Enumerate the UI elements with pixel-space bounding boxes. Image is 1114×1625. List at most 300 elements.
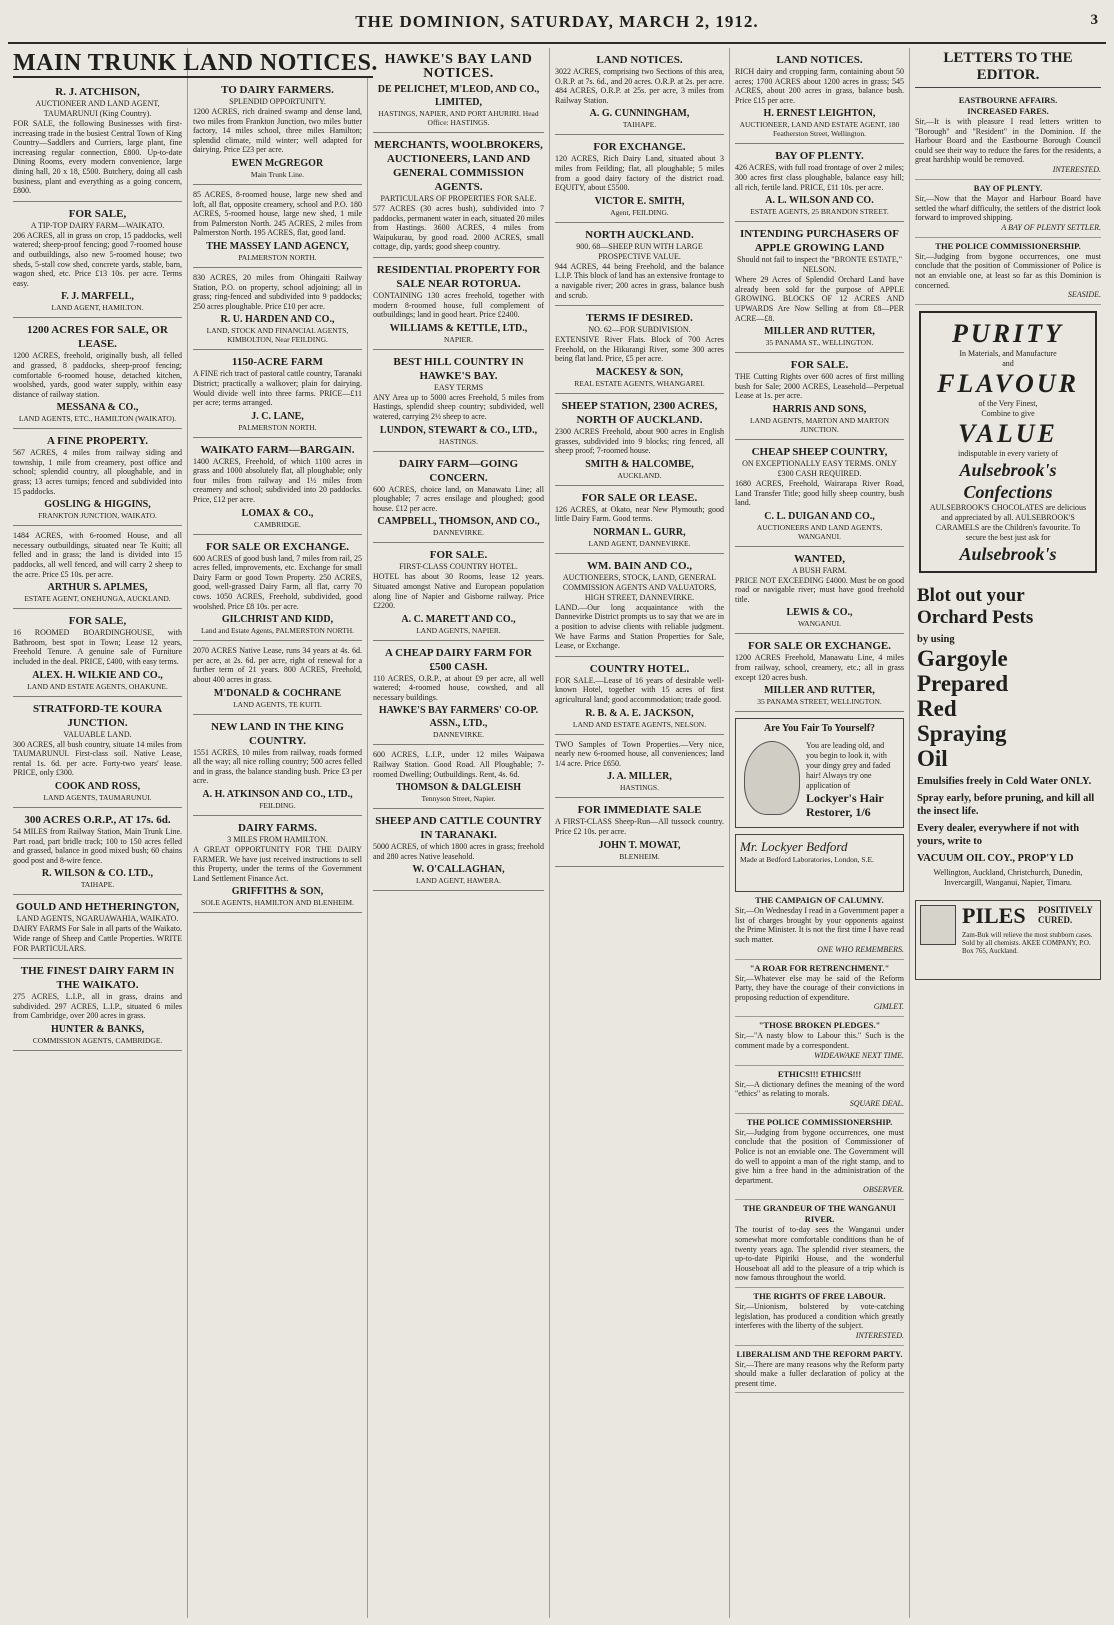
ad-agent: SMITH & HALCOMBE, (585, 458, 694, 470)
ad-body: 1200 ACRES, rich drained swamp and dense land, two miles from Frankton Junction, two miles butter factory, 14 miles school, three miles Hamilton; splendid climate, mild winter; well adapted for dairying. Price £23 per acre. (193, 107, 362, 155)
letter-body: Sir,—On Wednesday I read in a Government paper a list of charges brought by your opponents against the Prime Minister. It is not the first time I have read such matter. (735, 906, 904, 945)
ad-agent: LEWIS & CO., (786, 607, 853, 619)
ad-addr: 35 PANAMA STREET, WELLINGTON. (757, 697, 882, 707)
ad-for-sale-or-exchange (193, 537, 362, 642)
letter-body: Sir,—"A nasty blow to Labour this." Such is the comment made by a correspondent. (735, 1031, 904, 1050)
ad-heading: MERCHANTS, WOOLBROKERS, AUCTIONEERS, LAND AND GENERAL COMMISSION AGENTS. (374, 139, 543, 193)
ad-addr: Land and Estate Agents, PALMERSTON NORTH. (200, 626, 355, 636)
spray-l1: Blot out your (917, 585, 1025, 607)
ad-sheep-station-2300-acres-north-of-auckla (555, 396, 724, 486)
ad-addr: LAND, STOCK AND FINANCIAL AGENTS, KIMBOLTON, Near FEILDING. (206, 326, 349, 345)
letter-body: Sir,—Unionism, bolstered by vote-catching legislation, has produced a condition which greatly interferes with the liberty of the subject. (735, 1301, 904, 1331)
ad-heading: INTENDING PURCHASERS OF APPLE GROWING LAND (740, 228, 899, 255)
ad-body: A FINE rich tract of pastoral cattle country, Taranaki District; practically a walkover; plain for dairying. Would divide well into three farms. PRICE—£11 per acre; terms arranged. (193, 369, 362, 408)
letter-title: THE POLICE COMMISSIONERSHIP. (935, 240, 1081, 251)
ad-body: TWO Samples of Town Properties.—Very nice, nearly new 6-roomed house, all conveniences; land 1/4 acre. Price £650. (555, 739, 724, 768)
ad-agent: VICTOR E. SMITH, (594, 195, 685, 207)
letter-title: EASTBOURNE AFFAIRS. (958, 95, 1058, 105)
ad-sub: FIRST-CLASS COUNTRY HOTEL. (399, 562, 518, 572)
ad-best-hill-country-in-hawke-s-bay (373, 352, 544, 452)
ad-sub: SPLENDID OPPORTUNITY. (229, 97, 326, 106)
ad-agent: J. C. LANE, (251, 410, 304, 422)
ad-body: 577 ACRES (30 acres bush), subdivided into 7 paddocks, permanent water in each, situated 20 miles from Hastings. 3600 ACRES, 4 miles from Waipukurau, by good road. 2000 ACRES, small cottage, dip, yards; good sheep country. (373, 204, 544, 252)
ad-agent: NORMAN L. GURR, (593, 526, 686, 538)
ad-sub: EASY TERMS (433, 382, 484, 392)
ad-the-massey-land-agency (193, 187, 362, 268)
ad-sub: Should not fail to inspect the "BRONTE ESTATE," NELSON. (737, 255, 902, 275)
ad-terms-if-desired (555, 308, 724, 394)
ad-dairy-farms (193, 818, 362, 913)
letters-column (910, 48, 1106, 1618)
purity-line8: indisputable in every variety of (958, 449, 1058, 459)
ad-sub: A TIP-TOP DAIRY FARM—WAIKATO. (30, 220, 165, 230)
ad-addr: LAND AGENT, HAWERA. (415, 876, 502, 886)
ad-heading: WAIKATO FARM—BARGAIN. (200, 443, 355, 456)
ad-for-immediate-sale (555, 800, 724, 866)
ad-agent: MILLER AND RUTTER, (764, 326, 875, 338)
ad-wanted (735, 549, 904, 635)
letter-bay-of-plenty (915, 180, 1101, 238)
spray-l12: VACUUM OIL COY., PROP'Y LD (917, 853, 1074, 865)
ad-agent: GRIFFITHS & SON, (231, 886, 324, 898)
masthead-title: THE DOMINION, SATURDAY, MARCH 2, 1912. (355, 12, 759, 31)
ad-north-auckland (555, 225, 724, 306)
piles-ad (915, 900, 1101, 980)
ad-agent: HUNTER & BANKS, (50, 1023, 145, 1035)
ad-addr: LAND AGENTS, TAUMARUNUI. (43, 792, 152, 802)
ad-addr: ESTATE AGENTS, 25 BRANDON STREET. (750, 207, 889, 217)
letter-body: Sir,—There are many reasons why the Reform party should make a fuller declaration of policy at the present time. (735, 1359, 904, 1388)
signature-ad-body: Made at Bedford Laboratories, London, S.E. (740, 855, 874, 865)
column-4 (550, 48, 730, 1618)
ad-j-a-miller (555, 737, 724, 799)
ad-agent: EWEN McGREGOR (231, 157, 324, 169)
ad-agent: A. G. CUNNINGHAM, (589, 108, 690, 120)
spray-l8: Oil (917, 746, 948, 772)
ad-waikato-farm-bargain (193, 440, 362, 535)
ad-for-sale (373, 545, 544, 640)
letter-body: Sir,—A dictionary defines the meaning of the word "ethics" as relating to morals. (735, 1079, 904, 1099)
ad-body: 944 ACRES, 44 being Freehold, and the balance L.I.P. This block of land has an extensive frontage to a navigable river; 200 acres in grass, balance bush and scrub. (555, 261, 724, 300)
ad-stratford-te-koura-junction (13, 699, 182, 808)
ad-agent: A. H. ATKINSON AND CO., LTD., (202, 788, 353, 800)
ad-heading: A FINE PROPERTY. (47, 435, 148, 448)
ad-arthur-s-aplmes (13, 528, 182, 609)
ad-heading: TO DAIRY FARMERS. (221, 84, 334, 96)
ad-agent: MESSANA & CO., (56, 402, 139, 414)
ad-sub: VALUABLE LAND. (63, 729, 132, 739)
ad-hawke-s-bay-land-notices (373, 50, 544, 133)
ad-body: 830 ACRES, 20 miles from Ohingaiti Railway Station, P.O. on property, school adjoining; all in grass; ring-fenced and subdivided into 9 paddocks; 250 acres ploughable. Price £10 per acre. (193, 272, 362, 311)
ad-1150-acre-farm (193, 352, 362, 437)
letter-sign: INTERESTED. (855, 1330, 904, 1340)
ad-agent: R. U. HARDEN AND CO., (220, 314, 335, 326)
ad-agent: C. L. DUIGAN AND CO., (764, 510, 875, 522)
piles-word: PILES (962, 903, 1026, 929)
ad-land-notices (555, 50, 724, 135)
letter-sign: SEASIDE. (1067, 290, 1101, 300)
spray-l6: Red (917, 696, 957, 722)
ad-1200-acres-for-sale-or-lease (13, 320, 182, 429)
ad-body: FOR SALE.—Lease of 16 years of desirable well-known Hotel, together with 15 acres of first agricultural land; good accommodation; trade good. (555, 675, 724, 705)
ad-body: 206 ACRES, all in grass on crop, 15 paddocks, well watered; sheep-proof fencing; good 7-roomed house and outbuildings, also new 5-roomed house; two sheds, 5-stall cow shed, concrete yards, stable, barn, wagon shed, etc. Price £13 10s. per acre. Terms easy. (13, 230, 182, 288)
piles-illustration (920, 905, 956, 945)
ad-body: 600 ACRES, choice land, on Manawatu Line; all ploughable; 7 acres ensilage and ploughed; good house. £12 per acre. (373, 484, 544, 513)
ad-addr: TAIHAPE. (622, 120, 657, 130)
ad-residential-property-for-sale-near-rotor (373, 260, 544, 350)
ad-addr: LAND AGENTS, NAPIER. (416, 625, 501, 635)
ad-addr: LAND AND ESTATE AGENTS, NELSON. (572, 719, 707, 729)
ad-agent: A. L. WILSON AND CO. (765, 195, 874, 207)
piles-text: Zam-Buk will relieve the most stubborn cases. Sold by all chemists. AKEE COMPANY, P.O. Box 765, Auckland. (962, 931, 1093, 956)
ad-body: Where 29 Acres of Splendid Orchard Land have already been sold for the purpose of APPLE GROWING. BLOCKS OF 12 ACRES AND UPWARDS Are Now Selling at from £8—PER ACRE—£8. (735, 275, 904, 323)
ad-heading: CHEAP SHEEP COUNTRY, (751, 445, 888, 458)
signature-text: Mr. Lockyer Bedford (740, 839, 848, 855)
ad-agent: J. A. MILLER, (607, 771, 672, 783)
ad-body: 5000 ACRES, of which 1800 acres in grass; freehold and 280 acres Native leasehold. (373, 842, 544, 861)
ad-heading: THE FINEST DAIRY FARM IN THE WAIKATO. (20, 965, 175, 992)
letter-title: LIBERALISM AND THE REFORM PARTY. (736, 1348, 903, 1359)
ad-heading: SHEEP STATION, 2300 ACRES, NORTH OF AUCKLAND. (561, 399, 718, 426)
column-3 (368, 48, 550, 1618)
ad-body: 120 ACRES, Rich Dairy Land, situated about 3 miles from Feilding; flat, all ploughable; 5 miles from a good dairy factory of the district road. EQUITY, about £5500. (555, 154, 724, 193)
ad-agent: DE PELICHET, M'LEOD, AND CO., LIMITED, (377, 84, 540, 108)
ad-dairy-farm-going-concern (373, 454, 544, 544)
ad-heading: HAWKE'S BAY LAND NOTICES. (384, 52, 533, 81)
ad-sub: 3 MILES FROM HAMILTON. (227, 834, 328, 844)
ad-body: ANY Area up to 5000 acres Freehold, 5 miles from Hastings, splendid sheep country; subdivided, well watered, carrying 2½ sheep to acre. (373, 392, 544, 421)
ad-body: 110 ACRES, O.R.P., at about £9 per acre, all well watered; 4-roomed house, cowshed, and all necessary buildings. (373, 673, 544, 702)
letter2-the-grandeur-of-the-wanganui-river (735, 1200, 904, 1288)
ad-heading: FOR EXCHANGE. (593, 141, 686, 154)
ad-sub: 900. 68—SHEEP RUN WITH LARGE PROSPECTIVE VALUE. (576, 241, 703, 261)
ad-for-sale-or-exchange (735, 636, 904, 712)
letter2-liberalism-and-the-reform-party (735, 1346, 904, 1394)
hair-ad-body: You are leading old, and you begin to look it, with your dingy grey and faded hair! Always try one application of (806, 741, 891, 791)
ad-agent: W. O'CALLAGHAN, (412, 864, 505, 876)
letter-a-roar-for-retrenchment (735, 960, 904, 1018)
ad-heading: BAY OF PLENTY. (775, 150, 864, 163)
ad-addr: FRANKTON JUNCTION, WAIKATO. (38, 511, 157, 521)
ad-a-fine-property (13, 431, 182, 526)
ad-agent: H. ERNEST LEIGHTON, (763, 108, 876, 120)
ad-addr: ESTATE AGENT, ONEHUNGA, AUCKLAND. (24, 594, 171, 604)
ad-body: 600 ACRES of good bush land, 7 miles from rail, 25 acres felled, improvements, etc. Exchange for small Dairy Farm or good Town Property. 250 ACRES, good, well-grassed Dairy Farm, all flat, carry 70 cows. 1050 ACRES, Freehold, subdivided, good woolshed. Price £8 10s. per acre. (193, 553, 362, 611)
letter-title: THE RIGHTS OF FREE LABOUR. (753, 1290, 886, 1301)
ad-agent: WILLIAMS & KETTLE, LTD., (389, 322, 528, 334)
ad-heading: FOR SALE OR LEASE. (581, 491, 698, 504)
ad-body: 1680 ACRES, Freehold, Wairarapa River Road, Land Transfer Title; good hilly sheep country, bush land. (735, 478, 904, 508)
ad-r-u-harden-and-co (193, 270, 362, 350)
ad-body: 300 ACRES, all bush country, situate 14 miles from TAUMARUNUI. First-class soil. Native Lease, rental 1s. 6d. per acre. Forty-two years' lease. PRICE, only £300. (13, 739, 182, 778)
ad-agent: LUNDON, STEWART & CO., LTD., (379, 424, 538, 436)
spray-l11: Every dealer, everywhere if not with yours, write to (917, 823, 1080, 848)
ad-sub: ON EXCEPTIONALLY EASY TERMS. ONLY £300 CASH REQUIRED. (742, 458, 897, 478)
ad-body: 54 MILES from Railway Station, Main Trunk Line. Part road, part bridle track; 100 to 150 acres felled and grassed, balance in good mixed bush; 60 chains good post and 8-wire fence. (13, 826, 182, 865)
ad-body: FOR SALE, the following Businesses with first-increasing trade in the busiest Central Town of King Country—Saddlers and Curriers, large plant, fine increasing regular connection, £800. Up-to-date Dining Rooms, every modern convenience, large dining hall, 20 x 18, £500. Butchery, doing all cash business, plant and everything as a going concern, £800. (13, 119, 182, 196)
ad-addr: LAND AGENTS, TE KUITI. (233, 699, 322, 709)
ad-heading: 1150-ACRE FARM (231, 356, 324, 369)
ad-sub: PARTICULARS OF PROPERTIES FOR SALE. (380, 194, 537, 203)
ad-heading: 300 ACRES O.R.P., AT 17s. 6d. (24, 813, 171, 826)
ad-heading: SHEEP AND CATTLE COUNTRY IN TARANAKI. (375, 815, 542, 842)
ad-body: 1484 ACRES, with 6-roomed House, and all necessary outbuildings, situated near Te Kuiti; all felled and in grass; the land is divided into 15 paddocks, all well fenced, and will carry 2 sheep to the acre. Price £5 10s. per acre. (13, 531, 182, 579)
ad-heading: DAIRY FARM—GOING CONCERN. (398, 457, 519, 484)
ad-sub: AUCTIONEER AND LAND AGENT, TAUMARUNUI (King Country). (35, 99, 160, 118)
ad-cheap-sheep-country (735, 442, 904, 547)
letter-title: THE POLICE COMMISSIONERSHIP. (746, 1116, 893, 1127)
ad-agent: LOMAX & CO., (241, 507, 314, 519)
ad-addr: SOLE AGENTS, HAMILTON AND BLENHEIM. (201, 898, 354, 908)
ad-addr: LAND AGENTS, ETC., HAMILTON (WAIKATO). (18, 414, 177, 424)
ad-agent: R. WILSON & CO. LTD., (41, 868, 154, 880)
letter-title: BAY OF PLENTY. (973, 182, 1043, 193)
ad-heading: LAND NOTICES. (596, 54, 683, 66)
ad-intending-purchasers-of-apple-growing-la (735, 224, 904, 353)
ad-body: DAIRY FARMS For Sale in all parts of the Waikato. Wide range of Sheep and Cattle Properties. WRITE FOR PARTICULARS. (13, 924, 182, 953)
ad-sub: AUCTIONEERS, STOCK, LAND, GENERAL COMMISSION AGENTS AND VALUATORS, HIGH STREET, DANNEVIRKE. (562, 572, 717, 602)
ad-body: 1551 ACRES, 10 miles from railway, roads formed all the way; all nice rolling country; 500 acres felled and in grass, the balance standing bush. Price £3 per acre. (193, 747, 362, 786)
ad-heading: FOR SALE OR EXCHANGE. (205, 540, 350, 553)
ad-addr: Tennyson Street, Napier. (421, 794, 496, 804)
ad-heading: NEW LAND IN THE KING COUNTRY. (211, 720, 344, 747)
ad-heading: NORTH AUCKLAND. (585, 228, 694, 241)
letter-title: "A ROAR FOR RETRENCHMENT." (749, 962, 890, 973)
ad-addr: LAND AGENTS, MARTON AND MARTON JUNCTION. (749, 415, 890, 434)
purity-line3: and (1002, 359, 1014, 369)
ad-new-land-in-the-king-country (193, 717, 362, 816)
ad-agent: MILLER AND RUTTER, (764, 685, 875, 697)
ad-agent: COOK AND ROSS, (54, 780, 141, 792)
ad-addr: HASTINGS, NAPIER, AND PORT AHURIRI. Head Office: HASTINGS. (378, 109, 539, 127)
ad-agent: HAWKE'S BAY FARMERS' CO-OP. ASSN., LTD., (378, 705, 539, 730)
ad-agent: CAMPBELL, THOMSON, AND CO., (377, 516, 540, 528)
ad-heading: A CHEAP DAIRY FARM FOR £500 CASH. (385, 646, 532, 673)
letter-the-police-commissionership (915, 238, 1101, 305)
ad-addr: AUCKLAND. (617, 470, 662, 480)
ad-body: 2070 ACRES Native Lease, runs 34 years at 4s. 6d. per acre, at 2s. 6d. per acre, right of renewal for a further term of 21 years. 800 ACRES, Freehold, about 400 acres in grass. (193, 646, 362, 684)
ad-addr: NAPIER. (444, 334, 473, 344)
letters-header: LETTERS TO THE EDITOR. (915, 50, 1101, 88)
hair-restorer-ad (735, 718, 904, 828)
ad-addr: LAND AGENT, DANNEVIRKE. (588, 538, 691, 548)
gargoyle-spray-oil-ad (915, 579, 1101, 894)
ad-addr: BLENHEIM. (619, 851, 660, 861)
ad-heading: LAND NOTICES. (776, 54, 863, 66)
letter-body: Sir,—Judging from bygone occurrences, one must conclude that the position of Commissioner of Police is not an enviable one. The Government will do well to appoint a man of the right stamp, and to give him a free hand in the administration of the department. (735, 1127, 904, 1185)
purity-line1: PURITY (952, 319, 1064, 349)
spray-l4: Gargoyle (917, 646, 1008, 672)
ad-addr: AUCTIONEERS AND LAND AGENTS, WANGANUI. (756, 522, 883, 541)
purity-line5: of the Very Finest, (978, 399, 1038, 409)
ad-agent: ALEX. H. WILKIE AND CO., (32, 669, 163, 681)
ad-heading: GOULD AND HETHERINGTON, (15, 901, 180, 914)
ad-body: 1400 ACRES, Freehold, of which 1100 acres in grass and 1000 absolutely flat, all ploughable; only four miles from railway and 1½ miles from creamery and school; subdivided into 20 paddocks. Price, £12 per acre. (193, 456, 362, 505)
ad-bay-of-plenty (735, 146, 904, 222)
ad-heading: TERMS IF DESIRED. (586, 312, 693, 325)
ad-body: 567 ACRES, 4 miles from railway siding and township, 1 mile from creamery, post office and school; splendid country, all ploughable, and in grass; 13 acres turnips; fenced and subdivided into 15 paddocks. (13, 448, 182, 496)
ad-thomson-dalgleish (373, 747, 544, 809)
ad-addr: PALMERSTON NORTH. (238, 422, 317, 432)
page-number: 3 (1090, 12, 1098, 28)
spray-l13: Wellington, Auckland, Christchurch, Dunedin, Invercargill, Wanganui, Napier, Timaru. (933, 868, 1083, 888)
ad-heading: FOR SALE. (790, 359, 849, 372)
letter2-the-police-commissionership (735, 1114, 904, 1201)
ad-body: A GREAT OPPORTUNITY FOR THE DAIRY FARMER. We have just received instructions to sell this Property, under the terms of the Government Land Settlement Finance Act. (193, 844, 362, 883)
ad-agent: R. B. & A. E. JACKSON, (585, 707, 694, 719)
ad-heading: FOR SALE, (68, 615, 127, 628)
ad-gould-and-hetherington (13, 897, 182, 959)
ad-addr: HASTINGS. (439, 436, 478, 446)
purity-line7: VALUE (958, 419, 1058, 449)
ad-for-sale (735, 355, 904, 440)
ad-heading: COUNTRY HOTEL. (589, 662, 690, 675)
letter-body: Sir,—Judging from bygone occurrences, one must conclude that the position of Commissioner of Police is not an enviable one, at least so far as this Dominion is concerned. (915, 251, 1101, 290)
ad-body: EXTENSIVE River Flats. Block of 700 Acres Freehold, on the Hikurangi River, some 300 acres being flat land. Price, £5 per acre. (555, 335, 724, 364)
ad-body: 85 ACRES, 8-roomed house, large new shed and loft, all flat, opposite creamery, school and P.O. 180 ACRES, 5-roomed house, large new shed, 1 mile from Palmerston North. 245 ACRES, 2 miles from Palmerston North. 195 ACRES, flat, good land. (193, 189, 362, 238)
letter-sign: INTERESTED. (1052, 164, 1101, 174)
ad-agent: JOHN T. MOWAT, (598, 839, 681, 851)
ad-body: 426 ACRES, with full road frontage of over 2 miles; 300 acres first class ploughable, balance easy hill; all rich, fertile land. PRICE, £11 10s. per acre. (735, 163, 904, 192)
ad-addr: FEILDING. (259, 800, 296, 810)
ad-for-sale (13, 204, 182, 319)
column-5 (730, 48, 910, 1618)
letter2-the-rights-of-free-labour (735, 1288, 904, 1346)
letter-sign: A BAY OF PLENTY SETTLER. (1001, 222, 1101, 232)
ad-for-sale-or-lease (555, 488, 724, 554)
purity-line6: Combine to give (981, 409, 1035, 419)
ad-the-finest-dairy-farm-in-the-waikato (13, 961, 182, 1051)
letter-the-campaign-of-calumny (735, 892, 904, 959)
ad-agent: M'DONALD & COCHRANE (213, 687, 342, 699)
letter-sign: GIMLET. (873, 1002, 904, 1012)
ad-addr: DANNEVIRKE. (432, 528, 485, 538)
ad-to-dairy-farmers (193, 80, 362, 185)
ad-addr: Main Trunk Line. (250, 169, 305, 179)
hair-ad-text (806, 741, 897, 819)
ad-a-cheap-dairy-farm-for-500-cash (373, 643, 544, 746)
letter-eastbourne-affairs (915, 92, 1101, 180)
ad-heading: DAIRY FARMS. (237, 821, 318, 834)
ad-body: HOTEL has about 30 Rooms, lease 12 years. Situated amongst Native and European population along line of Napier and Gisborne railway. Price £2200. (373, 572, 544, 611)
ad-heading: FOR SALE OR EXCHANGE. (747, 640, 892, 653)
ad-addr: AUCTIONEER, LAND AND ESTATE AGENT, 180 Featherston Street, Wellington. (739, 120, 900, 139)
ad-heading: FOR SALE. (429, 549, 488, 562)
letter-title: THE GRANDEUR OF THE WANGANUI RIVER. (743, 1203, 896, 1225)
ad-merchants-woolbrokers-auctioneers-land-a (373, 135, 544, 258)
spray-l7: Spraying (917, 721, 1007, 747)
ad-heading: STRATFORD-TE KOURA JUNCTION. (32, 702, 163, 729)
letter-those-broken-pledges (735, 1017, 904, 1065)
letter-sign: ONE WHO REMEMBERS. (817, 944, 904, 954)
letter-body: Sir,—It is with pleasure I read letters written to "Borough" and "Resident" in the Dominion. If the Harbour Board and the Eastbourne Borough Council could see their way to reduce the fares for the residents, a great hardship would be removed. (915, 117, 1101, 165)
ad-body: 600 ACRES, L.I.P., under 12 miles Waipawa Railway Station. Good Road. All Ploughable; 7-roomed Dwelling; Outbuildings. Rent, 4s. 6d. (373, 750, 544, 779)
ad-agent: GILCHRIST AND KIDD, (221, 614, 334, 626)
ad-body: LAND.—Our long acquaintance with the Dannevirke District prompts us to say that we are in a position to advise clients with reliable judgment. We have Farms and Station Properties for Sale, Lease, or Exchange. (555, 602, 724, 651)
ad-body: RICH dairy and cropping farm, containing about 50 acres; 1700 ACRES about 1200 acres in grass; 545 ACRES, about 200 acres in grass, balance bush. Price £15 per acre. (735, 67, 904, 105)
ad-heading: WM. BAIN AND CO., (586, 559, 693, 572)
ad-body: 2300 ACRES Freehold, about 900 acres in English grasses, subdivided into 9 blocks; ring fenced, all sheep proof; 7-roomed house. (555, 426, 724, 456)
ad-addr: COMMISSION AGENTS, CAMBRIDGE. (32, 1035, 163, 1045)
ad-addr: CAMBRIDGE. (254, 519, 301, 529)
letter-title: THE CAMPAIGN OF CALUMNY. (755, 895, 884, 906)
ad-r-j-atchison (13, 82, 182, 202)
ad-agent: THE MASSEY LAND AGENCY, (206, 240, 349, 252)
ad-country-hotel (555, 659, 724, 735)
ad-body: 1200 ACRES, freehold, originally bush, all felled and grassed, 8 paddocks, sheep-proof fencing; comfortable 6-roomed house, detached kitchen, woolshed, yards, good water supply, within easy distance of railway station. (13, 351, 182, 399)
ad-agent: MACKESY & SON, (595, 366, 684, 378)
ad-agent: HARRIS AND SONS, (772, 403, 867, 415)
ad-body: 275 ACRES, L.I.P., all in grass, drains and subdivided. 297 ACRES, L.I.P., situated 6 miles from Cambridge, over 200 acres in grass. (13, 992, 182, 1021)
ad-addr: TAIHAPE. (80, 880, 115, 890)
purity-line9: Aulsebrook's Confections (959, 460, 1057, 503)
ad-sub: LAND AGENTS, NGARUAWAHIA, WAIKATO. (16, 914, 179, 924)
piles-cured: POSITIVELY CURED. (1038, 905, 1093, 926)
ad-m-donald-cochrane (193, 643, 362, 714)
letter-sign: OBSERVER. (863, 1185, 904, 1195)
ad-heading: BEST HILL COUNTRY IN HAWKE'S BAY. (393, 355, 524, 382)
ad-body: PRICE NOT EXCEEDING £4000. Must be on good road or navigable river; must have good freehold title. (735, 575, 904, 604)
letter-title: ETHICS!!! ETHICS!!! (777, 1068, 862, 1079)
ad-agent: A. C. MARETT AND CO., (401, 613, 516, 625)
hair-ad-name: Lockyer's Hair Restorer, 1/6 (806, 791, 884, 820)
letter-sign: WIDEAWAKE NEXT TIME. (814, 1050, 904, 1060)
spray-l3: by using (917, 634, 955, 646)
section-title: MAIN TRUNK LAND NOTICES. (13, 50, 378, 76)
ad-for-sale (13, 611, 182, 696)
purity-line10: AULSEBROOK'S CHOCOLATES are delicious and appreciated by all. AULSEBROOK'S CARAMELS are the Children's favourite. To secure the best just ask for (929, 503, 1087, 543)
spray-l9: Emulsifies freely in Cold Water ONLY. (917, 776, 1092, 788)
ad-300-acres-o-r-p-at-17s-6d (13, 810, 182, 895)
ad-wm-bain-and-co (555, 556, 724, 657)
ad-body: A FIRST-CLASS Sheep-Run—All tussock country. Price £2 10s. per acre. (555, 817, 724, 836)
letter-ethics-ethics (735, 1066, 904, 1114)
ad-heading: 1200 ACRES FOR SALE, OR LEASE. (27, 324, 168, 351)
ad-heading: RESIDENTIAL PROPERTY FOR SALE NEAR ROTORUA. (376, 263, 541, 290)
letter-title: "THOSE BROKEN PLEDGES." (758, 1020, 881, 1031)
ad-addr: 35 PANAMA ST., WELLINGTON. (765, 338, 874, 348)
column-2 (188, 78, 368, 1618)
ad-addr: PALMERSTON NORTH. (238, 252, 317, 262)
purity-line4: FLAVOUR (937, 369, 1079, 399)
spray-l5: Prepared (917, 671, 1009, 697)
letter-body: Sir,—Now that the Mayor and Harbour Board have settled the wharf difficulty, the settlers of the district look forward to improved shipping. (915, 193, 1101, 223)
ad-agent: F. J. MARFELL, (61, 291, 134, 303)
ad-heading: FOR SALE, (68, 207, 127, 220)
letter-sign: SQUARE DEAL. (849, 1098, 904, 1108)
ad-addr: LAND AGENT, HAMILTON. (51, 303, 144, 313)
purity-line11: Aulsebrook's (959, 544, 1057, 565)
portrait-image (744, 741, 800, 815)
aulsebrook-purity-ad (919, 311, 1097, 573)
ad-body: CONTAINING 130 acres freehold, together with modern 8-roomed house, full complement of outbuildings; land in good heart. Price £2400. (373, 290, 544, 320)
spray-l2: Orchard Pests (917, 607, 1034, 629)
ad-heading: FOR IMMEDIATE SALE (577, 804, 702, 817)
ad-body: 16 ROOMED BOARDINGHOUSE, with Bathroom, best spot in Town; Lease 12 years, Freehold Tenure. A genuine sale of Furniture included in the deal. PRICE, £400, with easy terms. (13, 628, 182, 666)
ad-sub: A BUSH FARM. (792, 565, 847, 575)
purity-line2: In Materials, and Manufacture (959, 349, 1057, 359)
ad-for-exchange (555, 137, 724, 222)
ad-agent: GOSLING & HIGGINS, (44, 499, 151, 511)
ad-body: 126 ACRES, at Okato, near New Plymouth; good little Dairy Farm. Good terms. (555, 504, 724, 524)
ad-heading: WANTED, (793, 552, 846, 565)
ad-sheep-and-cattle-country-in-taranaki (373, 811, 544, 891)
col5-ads (735, 50, 904, 712)
spray-l10: Spray early, before pruning, and kill all the insect life. (917, 793, 1095, 818)
ad-sub: NO. 62—FOR SUBDIVISION. (588, 325, 691, 335)
ad-addr: LAND AND ESTATE AGENTS, OHAKUNE. (27, 681, 168, 691)
ad-body: THE Cutting Rights over 600 acres of first milling bush for Sale; 2000 ACRES, Leasehold—Perpetual Lease at 1s. per acre. (735, 372, 904, 401)
